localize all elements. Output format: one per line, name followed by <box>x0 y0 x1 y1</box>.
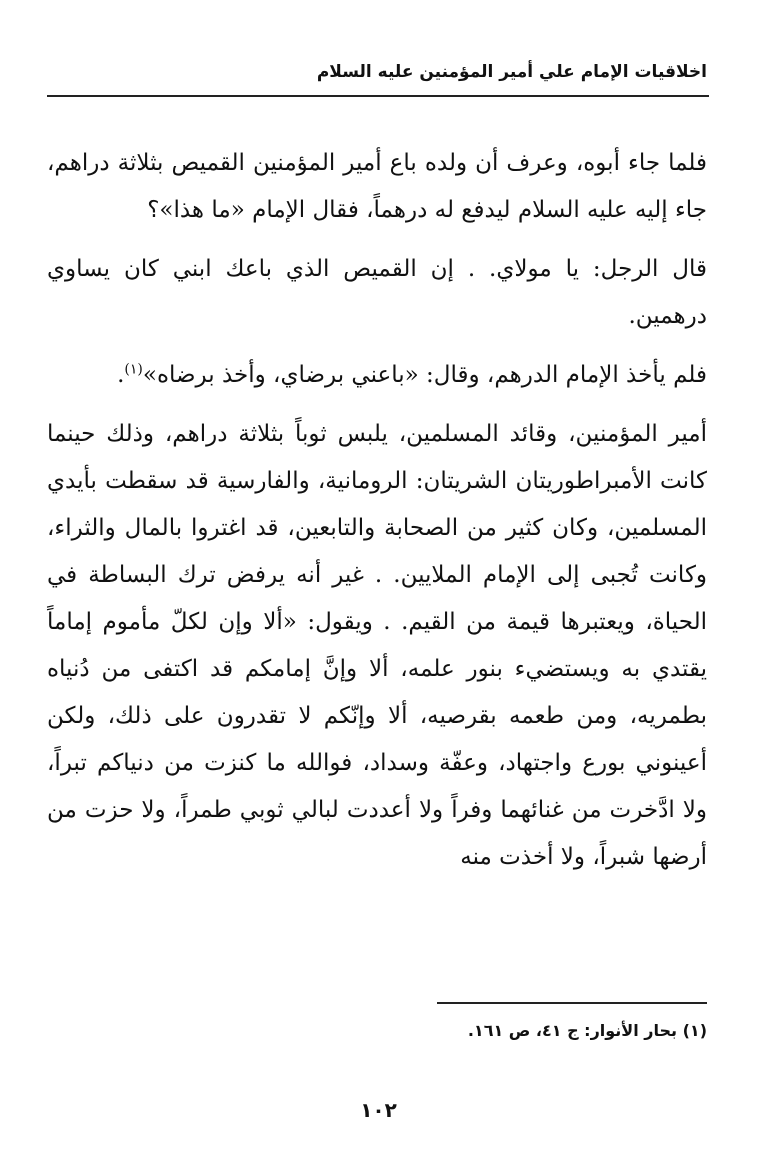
running-header: اخلاقيات الإمام علي أمير المؤمنين عليه السلام <box>316 62 707 82</box>
paragraph-4: أمير المؤمنين، وقائد المسلمين، يلبس ثوباً بثلاثة دراهم، وذلك حينما كانت الأمبراطوريتان الشريتان: الرومانية، والفارسية قد سقطت بأيدي المسلمين، وكان كثير من الصحابة والتابعين، قد اغتروا بالمال والثراء، وكانت تُجبى إلى الإمام الملايين. . غير أنه يرفض ترك البساطة في الحياة، ويعتبرها قيمة من القيم. . ويقول: «ألا وإن لكلّ مأموم إماماً يقتدي به ويستضيء بنور علمه، ألا وإنَّ إمامكم قد اكتفى من دُنياه بطمريه، ومن طعمه بقرصيه، ألا وإنّكم لا تقدرون على ذلك، ولكن أعينوني بورع واجتهاد، وعفّة وسداد، فوالله ما كنزت من دنياكم تبراً، ولا ادَّخرت من غنائهما وفراً ولا أعددت لبالي ثوبي طمراً، ولا حزت من أرضها شبراً، ولا أخذت منه <box>47 421 707 870</box>
page-number: ١٠٢ <box>360 1098 397 1122</box>
paragraph-2: قال الرجل: يا مولاي. . إن القميص الذي باعك ابني كان يساوي درهمين. <box>47 256 707 329</box>
paragraph-1: فلما جاء أبوه، وعرف أن ولده باع أمير المؤمنين القميص بثلاثة دراهم، جاء إليه عليه السلام ليدفع له درهماً، فقال الإمام «ما هذا»؟ <box>47 150 707 223</box>
paragraph-3-text: فلم يأخذ الإمام الدرهم، وقال: «باعني برضاي، وأخذ برضاه» <box>142 362 707 388</box>
footnote-rule <box>437 1002 707 1004</box>
paragraph-3-end: . <box>117 362 125 388</box>
footnote: (١) بحار الأنوار: ج ٤١، ص ١٦١. <box>467 1021 707 1040</box>
body-text <box>47 140 707 881</box>
header-rule <box>47 95 709 97</box>
paragraph-3 <box>47 352 707 399</box>
footnote-marker: (١) <box>124 361 143 378</box>
